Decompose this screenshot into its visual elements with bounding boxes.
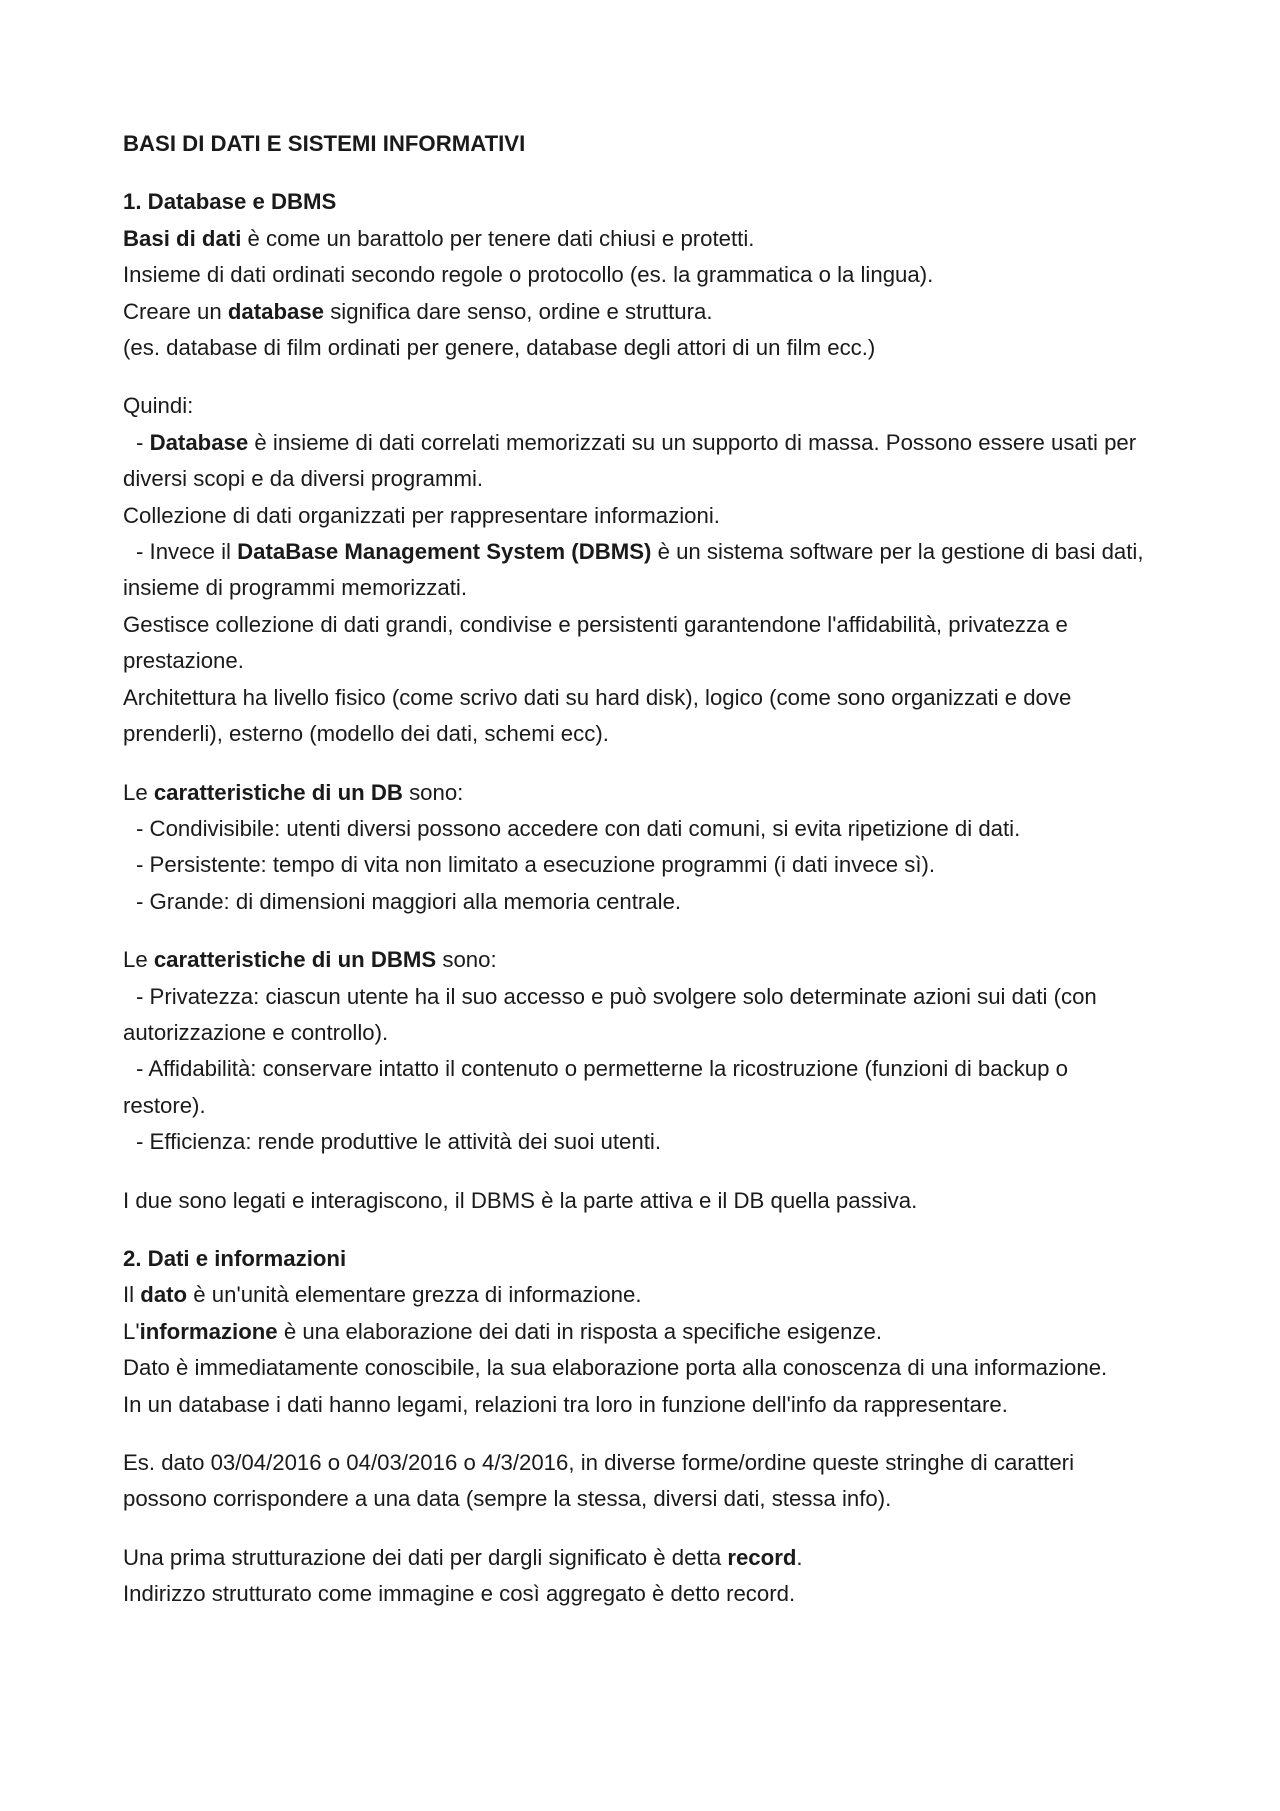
- paragraph-line: Insieme di dati ordinati secondo regole o protocollo (es. la grammatica o la lingua).: [123, 262, 934, 288]
- section-quindi: [123, 388, 1145, 752]
- paragraph-line: [123, 942, 1145, 978]
- heading-text: 2. Dati e informazioni: [123, 1245, 347, 1271]
- paragraph-line: Es. dato 03/04/2016 o 04/03/2016 o 4/3/2016, in diverse forme/ordine queste stringhe di caratteri possono corrispondere a una data (sempre la stessa, diversi dati, stessa info).: [123, 1450, 1074, 1512]
- paragraph-line: In un database i dati hanno legami, relazioni tra loro in funzione dell'info da rappresentare.: [123, 1391, 1008, 1417]
- list-item: - Persistente: tempo di vita non limitato a esecuzione programmi (i dati invece sì).: [136, 852, 936, 878]
- text-span: - Invece il: [136, 539, 238, 565]
- paragraph-line: Quindi:: [123, 393, 194, 419]
- section-heading: [123, 184, 1145, 220]
- text-span: è insieme di dati correlati memorizzati su un supporto di massa. Possono essere usati per diversi scopi e da diversi programmi.: [123, 429, 1137, 492]
- text-span: Una prima strutturazione dei dati per dargli significato è detta: [123, 1544, 728, 1570]
- text-span: - Efficienza: rende produttive le attività dei suoi utenti.: [136, 1129, 661, 1155]
- paragraph-line: [123, 221, 1145, 257]
- paragraph-line: [123, 294, 1145, 330]
- heading-text: 1. Database e DBMS: [123, 189, 337, 215]
- paragraph-line: Collezione di dati organizzati per rappresentare informazioni.: [123, 502, 720, 528]
- list-item: [123, 534, 1145, 607]
- text-span: Le: [123, 779, 154, 805]
- text-span: è un sistema software per la gestione di basi dati, insieme di programmi memorizzati.: [123, 539, 1144, 601]
- paragraph-line: [123, 775, 1145, 811]
- text-span: -: [136, 429, 150, 455]
- paragraph-line: I due sono legati e interagiscono, il DBMS è la parte attiva e il DB quella passiva.: [123, 1187, 918, 1213]
- paragraph-line: Indirizzo strutturato come immagine e così aggregato è detto record.: [123, 1581, 796, 1607]
- document-title: BASI DI DATI E SISTEMI INFORMATIVI: [123, 131, 526, 156]
- section-dati-informazioni: [123, 1241, 1145, 1423]
- text-span: sono:: [436, 947, 497, 973]
- paragraph-line: Architettura ha livello fisico (come scrivo dati su hard disk), logico (come sono organizzati e dove prenderli), esterno (modello dei dati, schemi ecc).: [123, 684, 1072, 747]
- paragraph-line: [123, 1314, 1145, 1350]
- text-span: .: [796, 1544, 803, 1570]
- bold-term: DataBase Management System (DBMS): [237, 539, 652, 565]
- text-span: - Affidabilità: conservare intatto il contenuto o permetterne la ricostruzione (funzioni di backup o restore).: [123, 1056, 1068, 1118]
- section-example: [123, 1445, 1145, 1518]
- text-span: Le: [123, 947, 154, 973]
- paragraph-line: Dato è immediatamente conoscibile, la sua elaborazione porta alla conoscenza di una informazione.: [123, 1355, 1108, 1381]
- bold-term: caratteristiche di un DB: [153, 779, 403, 805]
- text-span: significa dare senso, ordine e struttura.: [324, 298, 713, 324]
- text-span: è un'unità elementare grezza di informazione.: [187, 1282, 642, 1308]
- paragraph-line: (es. database di film ordinati per genere, database degli attori di un film ecc.): [123, 335, 876, 361]
- text-span: è una elaborazione dei dati in risposta a specifiche esigenze.: [277, 1318, 883, 1344]
- text-span: sono:: [402, 779, 464, 805]
- bold-term: Basi di dati: [123, 225, 242, 251]
- list-item: - Grande: di dimensioni maggiori alla memoria centrale.: [136, 888, 682, 914]
- text-span: - Privatezza: ciascun utente ha il suo accesso e può svolgere solo determinate azioni sui dati (con autorizzazione e controllo).: [123, 983, 1097, 1045]
- section-database-dbms: [123, 184, 1145, 366]
- bold-term: Database: [149, 429, 249, 455]
- bold-term: dato: [140, 1282, 188, 1308]
- list-item: [123, 1051, 1145, 1124]
- section-dbms-features: [123, 942, 1145, 1160]
- list-item: [123, 979, 1145, 1052]
- text-span: è come un barattolo per tenere dati chiusi e protetti.: [241, 225, 755, 251]
- text-span: Creare un: [123, 298, 228, 324]
- section-heading: [123, 1241, 1145, 1277]
- paragraph-line: Gestisce collezione di dati grandi, condivise e persistenti garantendone l'affidabilità, privatezza e prestazione.: [123, 611, 1068, 674]
- bold-term: record: [727, 1544, 797, 1570]
- bold-term: informazione: [139, 1318, 278, 1344]
- list-item: [123, 425, 1145, 498]
- list-item: [123, 1124, 1145, 1160]
- paragraph-line: [123, 1277, 1145, 1313]
- section-db-features: [123, 775, 1145, 921]
- text-span: Il: [123, 1282, 141, 1308]
- section-relation: [123, 1183, 1145, 1219]
- section-record: [123, 1540, 1145, 1613]
- list-item: - Condivisibile: utenti diversi possono accedere con dati comuni, si evita ripetizione di dati.: [136, 815, 1021, 841]
- bold-term: caratteristiche di un DBMS: [153, 947, 437, 973]
- bold-term: database: [227, 298, 325, 324]
- paragraph-line: [123, 1540, 1145, 1576]
- text-span: L': [123, 1318, 140, 1344]
